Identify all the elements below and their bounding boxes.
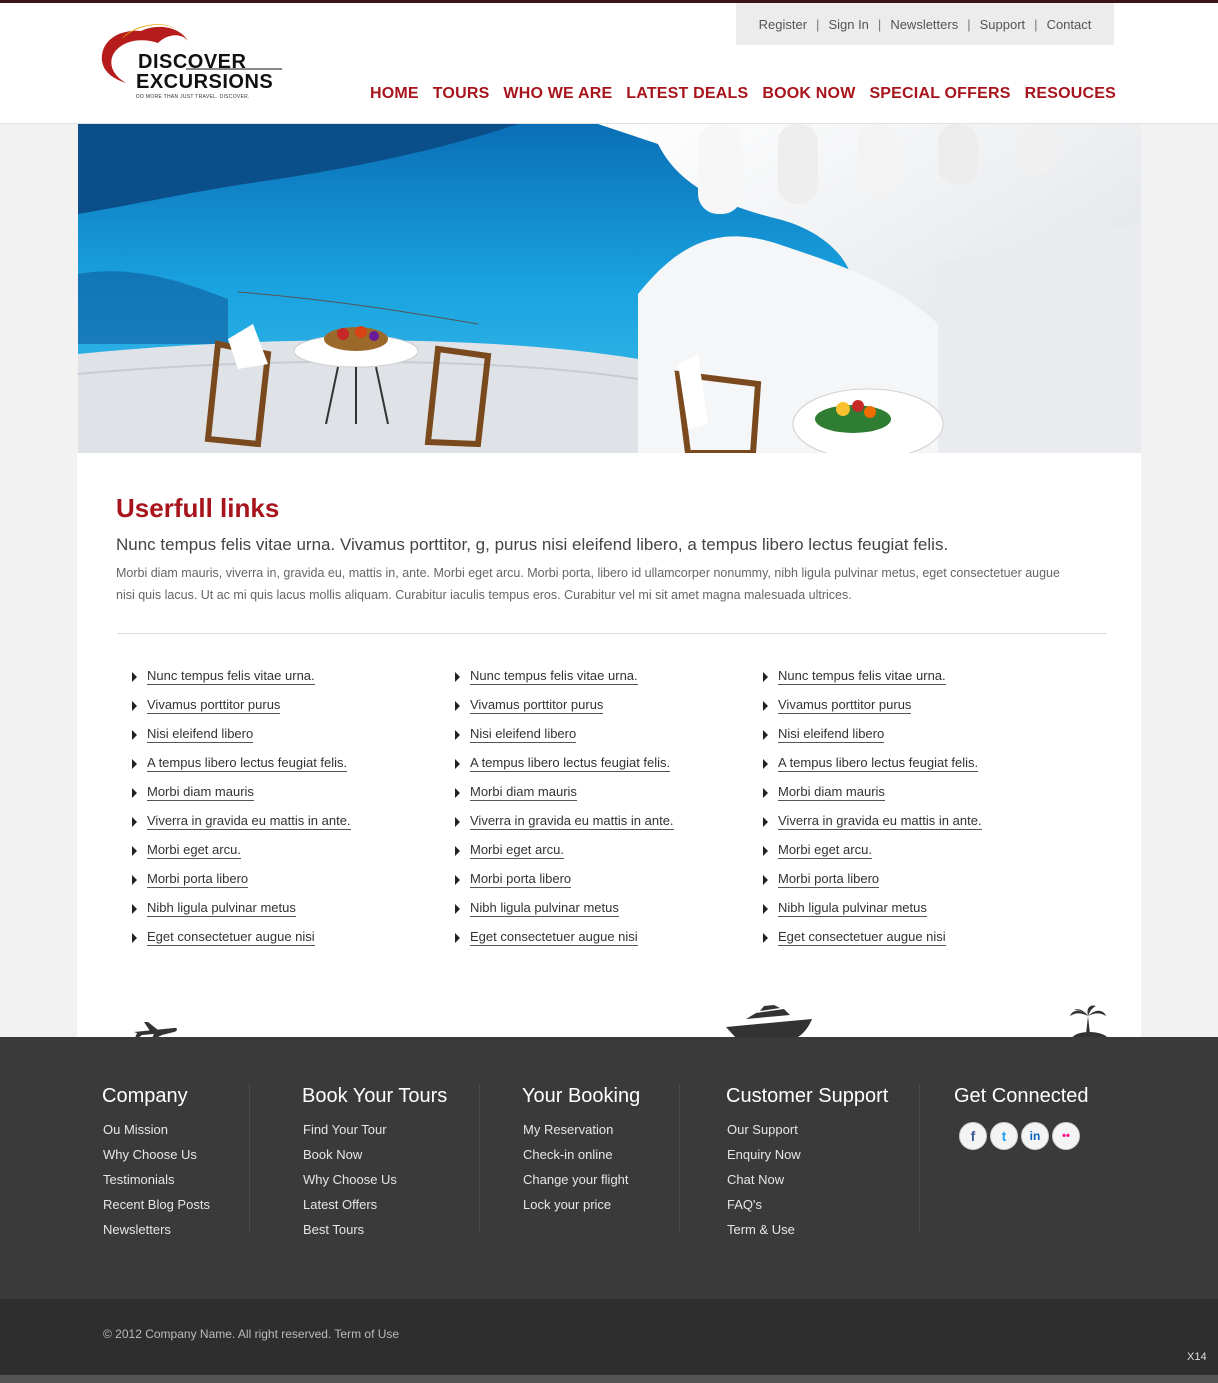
site-footer: [0, 1037, 1218, 1299]
footer-link[interactable]: FAQ's: [727, 1197, 762, 1212]
footer-link[interactable]: Enquiry Now: [727, 1147, 801, 1162]
footer-link[interactable]: Book Now: [303, 1147, 363, 1162]
arrow-right-icon: [455, 904, 460, 914]
arrow-right-icon: [132, 846, 137, 856]
body-text: Morbi diam mauris, viverra in, gravida eu, mattis in, ante. Morbi eget arcu. Morbi porta, libero id ullamcorper nonummy, nibh ligula pulvinar metus, eget consectetuer augue nisi quis lacus. Ut ac mi quis lacus mollis aliquam. Curabitur iaculis tempus eros. Curabitur vel mi sit amet magna malesuada ultrices.: [116, 566, 1060, 602]
footer-divider: [679, 1084, 680, 1232]
flickr-icon[interactable]: ••: [1052, 1122, 1080, 1150]
site-header: [0, 3, 1218, 124]
footer-company: [102, 1085, 210, 1247]
arrow-right-icon: [763, 701, 768, 711]
arrow-right-icon: [132, 788, 137, 798]
list-item: [132, 749, 351, 778]
footer-heading: Get Connected: [954, 1085, 1089, 1107]
nav-latest-deals[interactable]: LATEST DEALS: [626, 85, 749, 102]
logo-tagline: DO MORE THAN JUST TRAVEL. DISCOVER.: [136, 94, 250, 100]
nav-home[interactable]: HOME: [370, 85, 419, 102]
footer-get-connected: [954, 1085, 1089, 1150]
useful-link[interactable]: Morbi eget arcu.: [470, 842, 564, 857]
useful-link[interactable]: Morbi diam mauris: [778, 784, 885, 799]
list-item: [763, 691, 982, 720]
list-item: [763, 720, 982, 749]
footer-link[interactable]: Check-in online: [523, 1147, 613, 1162]
arrow-right-icon: [763, 933, 768, 943]
arrow-right-icon: [132, 817, 137, 827]
useful-link[interactable]: Morbi diam mauris: [147, 784, 254, 799]
hero-scene: [78, 124, 1141, 453]
register-link[interactable]: Register: [758, 16, 808, 32]
list-item: [455, 720, 674, 749]
arrow-right-icon: [132, 904, 137, 914]
useful-link[interactable]: A tempus libero lectus feugiat felis.: [470, 755, 671, 770]
linkedin-icon[interactable]: in: [1021, 1122, 1049, 1150]
newsletters-link[interactable]: Newsletters: [890, 16, 959, 32]
copyright-text: © 2012 Company Name. All right reserved. Term of Use: [103, 1327, 400, 1341]
arrow-right-icon: [763, 759, 768, 769]
separator: |: [1034, 16, 1038, 32]
useful-link[interactable]: Nibh ligula pulvinar metus: [778, 900, 927, 915]
section-title: Userfull links: [116, 493, 280, 523]
arrow-right-icon: [132, 875, 137, 885]
footer-heading: Your Booking: [522, 1085, 641, 1107]
footer-book-tours: [302, 1085, 447, 1247]
footer-link[interactable]: My Reservation: [523, 1122, 614, 1137]
useful-link[interactable]: Vivamus porttitor purus: [470, 697, 604, 712]
useful-link[interactable]: Nisi eleifend libero: [147, 726, 254, 741]
nav-tours[interactable]: TOURS: [432, 85, 490, 102]
arrow-right-icon: [763, 788, 768, 798]
useful-link[interactable]: Morbi porta libero: [470, 871, 572, 886]
useful-link[interactable]: Morbi porta libero: [147, 871, 249, 886]
footer-bottom-bar: [0, 1299, 1218, 1375]
cruise-ship-icon: [724, 1005, 814, 1038]
arrow-right-icon: [455, 933, 460, 943]
useful-link[interactable]: Viverra in gravida eu mattis in ante.: [470, 813, 674, 828]
airplane-icon: [132, 1018, 178, 1038]
useful-link[interactable]: Nisi eleifend libero: [778, 726, 885, 741]
useful-link[interactable]: Eget consectetuer augue nisi: [778, 929, 946, 944]
list-item: [763, 894, 982, 923]
arrow-right-icon: [455, 846, 460, 856]
useful-link[interactable]: Eget consectetuer augue nisi: [470, 929, 638, 944]
support-link[interactable]: Support: [979, 16, 1026, 32]
arrow-right-icon: [132, 701, 137, 711]
footer-link[interactable]: Newsletters: [103, 1222, 171, 1237]
page-badge: X14: [1187, 1351, 1207, 1363]
hero-image: [78, 124, 1141, 453]
list-item: [455, 923, 674, 952]
list-item: [132, 662, 351, 691]
arrow-right-icon: [455, 875, 460, 885]
list-item: [132, 720, 351, 749]
separator: |: [816, 16, 820, 32]
footer-link[interactable]: Latest Offers: [303, 1197, 378, 1212]
useful-link[interactable]: Viverra in gravida eu mattis in ante.: [147, 813, 351, 828]
footer-link[interactable]: Recent Blog Posts: [103, 1197, 210, 1212]
list-item: [455, 836, 674, 865]
contact-link[interactable]: Contact: [1046, 16, 1092, 32]
arrow-right-icon: [763, 904, 768, 914]
useful-link[interactable]: Morbi diam mauris: [470, 784, 577, 799]
logo-text-bottom: EXCURSIONS: [136, 71, 274, 93]
useful-link[interactable]: Nibh ligula pulvinar metus: [470, 900, 619, 915]
footer-link[interactable]: Change your flight: [523, 1172, 629, 1187]
useful-link[interactable]: Morbi porta libero: [778, 871, 880, 886]
divider: [117, 633, 1107, 634]
list-item: [455, 865, 674, 894]
useful-link[interactable]: Viverra in gravida eu mattis in ante.: [778, 813, 982, 828]
arrow-right-icon: [763, 846, 768, 856]
twitter-icon[interactable]: t: [990, 1122, 1018, 1150]
utility-nav: [736, 3, 1114, 45]
sign-in-link[interactable]: Sign In: [828, 16, 869, 32]
useful-link[interactable]: Eget consectetuer augue nisi: [147, 929, 315, 944]
useful-link[interactable]: Morbi eget arcu.: [147, 842, 241, 857]
facebook-icon[interactable]: f: [959, 1122, 987, 1150]
useful-link[interactable]: Nisi eleifend libero: [470, 726, 577, 741]
useful-link[interactable]: Nunc tempus felis vitae urna.: [147, 668, 315, 683]
useful-link[interactable]: Nunc tempus felis vitae urna.: [470, 668, 638, 683]
lead-text: Nunc tempus felis vitae urna. Vivamus porttitor, g, purus nisi eleifend libero, a tempus libero lectus feugiat felis.: [116, 535, 949, 554]
links-column-2: [455, 662, 674, 952]
useful-link[interactable]: Nunc tempus felis vitae urna.: [778, 668, 946, 683]
footer-link[interactable]: Our Support: [727, 1122, 798, 1137]
arrow-right-icon: [455, 730, 460, 740]
useful-link[interactable]: Vivamus porttitor purus: [147, 697, 281, 712]
footer-heading: Customer Support: [726, 1085, 889, 1107]
list-item: [132, 865, 351, 894]
nav-book-now[interactable]: BOOK NOW: [762, 85, 856, 102]
useful-link[interactable]: Nibh ligula pulvinar metus: [147, 900, 296, 915]
list-item: [132, 894, 351, 923]
arrow-right-icon: [455, 701, 460, 711]
list-item: [763, 807, 982, 836]
list-item: [763, 865, 982, 894]
footer-link[interactable]: Why Choose Us: [103, 1147, 197, 1162]
list-item: [132, 923, 351, 952]
list-item: [132, 836, 351, 865]
arrow-right-icon: [763, 730, 768, 740]
useful-link[interactable]: A tempus libero lectus feugiat felis.: [778, 755, 979, 770]
nav-who-we-are[interactable]: WHO WE ARE: [503, 85, 613, 102]
arrow-right-icon: [763, 672, 768, 682]
list-item: [455, 894, 674, 923]
arrow-right-icon: [763, 875, 768, 885]
arrow-right-icon: [455, 817, 460, 827]
list-item: [455, 749, 674, 778]
list-item: [455, 691, 674, 720]
useful-link[interactable]: A tempus libero lectus feugiat felis.: [147, 755, 348, 770]
separator: |: [877, 16, 882, 32]
bottom-strip: [0, 1375, 1218, 1383]
logo-text-top: DISCOVER: [138, 51, 247, 73]
list-item: [763, 778, 982, 807]
nav-special-offers[interactable]: SPECIAL OFFERS: [869, 85, 1011, 102]
list-item: [763, 836, 982, 865]
footer-divider: [249, 1084, 250, 1232]
list-item: [763, 749, 982, 778]
list-item: [763, 662, 982, 691]
footer-your-booking: [522, 1085, 640, 1222]
footer-heading: Book Your Tours: [302, 1085, 448, 1107]
nav-resources[interactable]: RESOUCES: [1024, 85, 1116, 102]
footer-link[interactable]: Find Your Tour: [303, 1122, 387, 1137]
links-column-1: [132, 662, 351, 952]
arrow-right-icon: [455, 759, 460, 769]
main-nav: [370, 85, 1116, 103]
footer-link[interactable]: Why Choose Us: [303, 1172, 397, 1187]
arrow-right-icon: [763, 817, 768, 827]
arrow-right-icon: [455, 672, 460, 682]
list-item: [132, 691, 351, 720]
list-item: [455, 778, 674, 807]
arrow-right-icon: [132, 730, 137, 740]
footer-customer-support: [726, 1085, 888, 1247]
links-column-3: [763, 662, 982, 952]
arrow-right-icon: [455, 788, 460, 798]
list-item: [455, 807, 674, 836]
content-panel: [77, 453, 1141, 1037]
list-item: [455, 662, 674, 691]
list-item: [132, 778, 351, 807]
footer-divider: [919, 1084, 920, 1232]
social-icons: [959, 1122, 1089, 1150]
footer-heading: Company: [102, 1085, 188, 1107]
arrow-right-icon: [132, 933, 137, 943]
palm-island-icon: [1066, 1004, 1112, 1038]
footer-link[interactable]: Best Tours: [303, 1222, 365, 1237]
arrow-right-icon: [132, 759, 137, 769]
footer-link[interactable]: Ou Mission: [103, 1122, 169, 1137]
footer-link[interactable]: Chat Now: [727, 1172, 785, 1187]
footer-link[interactable]: Term & Use: [727, 1222, 795, 1237]
footer-divider: [479, 1084, 480, 1232]
arrow-right-icon: [132, 672, 137, 682]
useful-link[interactable]: Morbi eget arcu.: [778, 842, 872, 857]
list-item: [132, 807, 351, 836]
footer-link[interactable]: Testimonials: [103, 1172, 175, 1187]
list-item: [763, 923, 982, 952]
separator: |: [967, 16, 971, 32]
useful-link[interactable]: Vivamus porttitor purus: [778, 697, 912, 712]
site-logo[interactable]: [96, 19, 286, 103]
footer-link[interactable]: Lock your price: [523, 1197, 612, 1212]
